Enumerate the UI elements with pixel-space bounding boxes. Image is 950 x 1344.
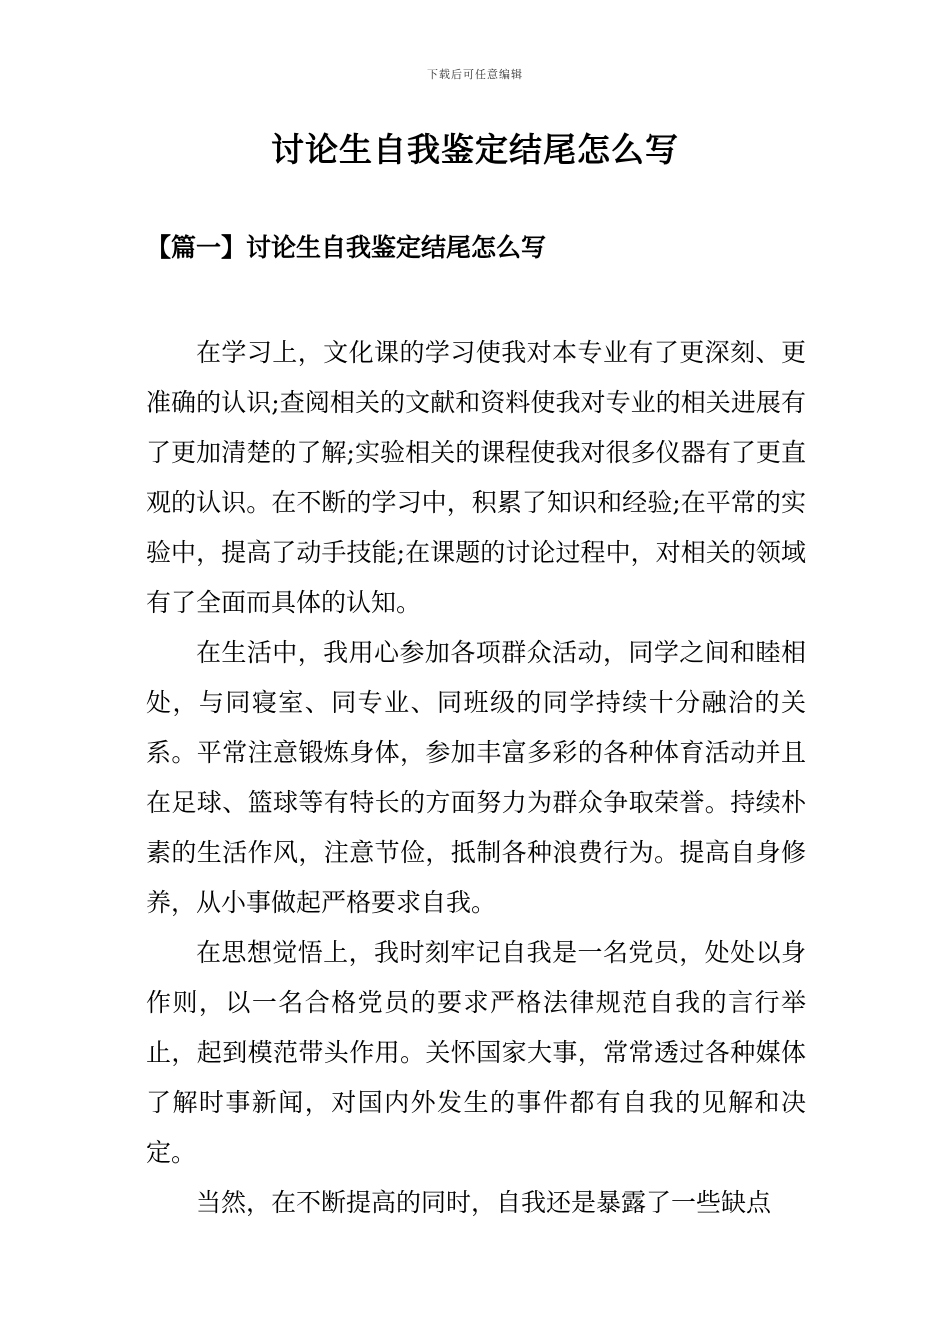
paragraph-life: 在生活中，我用心参加各项群众活动，同学之间和睦相处，与同寝室、同专业、同班级的同学持续十分融洽的关系。平常注意锻炼身体，参加丰富多彩的各种体育活动并且在足球、篮球等有特长的方面努力为群众争取荣誉。持续朴素的生活作风，注意节俭，抵制各种浪费行为。提高自身修养，从小事做起严格要求自我。 xyxy=(146,638,806,917)
paragraph-study: 在学习上，文化课的学习使我对本专业有了更深刻、更准确的认识;查阅相关的文献和资料使我对专业的相关进展有了更加清楚的了解;实验相关的课程使我对很多仪器有了更直观的认识。在不断的学习中，积累了知识和经验;在平常的实验中，提高了动手技能;在课题的讨论过程中，对相关的领域有了全面而具体的认知。 xyxy=(146,338,806,617)
section-heading: 【篇一】讨论生自我鉴定结尾怎么写 xyxy=(146,233,547,262)
header-note: 下载后可任意编辑 xyxy=(427,68,523,81)
document-body xyxy=(146,328,806,1228)
page-title: 讨论生自我鉴定结尾怎么写 xyxy=(271,130,679,169)
paragraph-ideology: 在思想觉悟上，我时刻牢记自我是一名党员，处处以身作则，以一名合格党员的要求严格法律规范自我的言行举止，起到模范带头作用。关怀国家大事，常常透过各种媒体了解时事新闻，对国内外发生的事件都有自我的见解和决定。 xyxy=(146,938,806,1167)
paragraph-shortcomings: 当然，在不断提高的同时，自我还是暴露了一些缺点 xyxy=(196,1188,772,1217)
